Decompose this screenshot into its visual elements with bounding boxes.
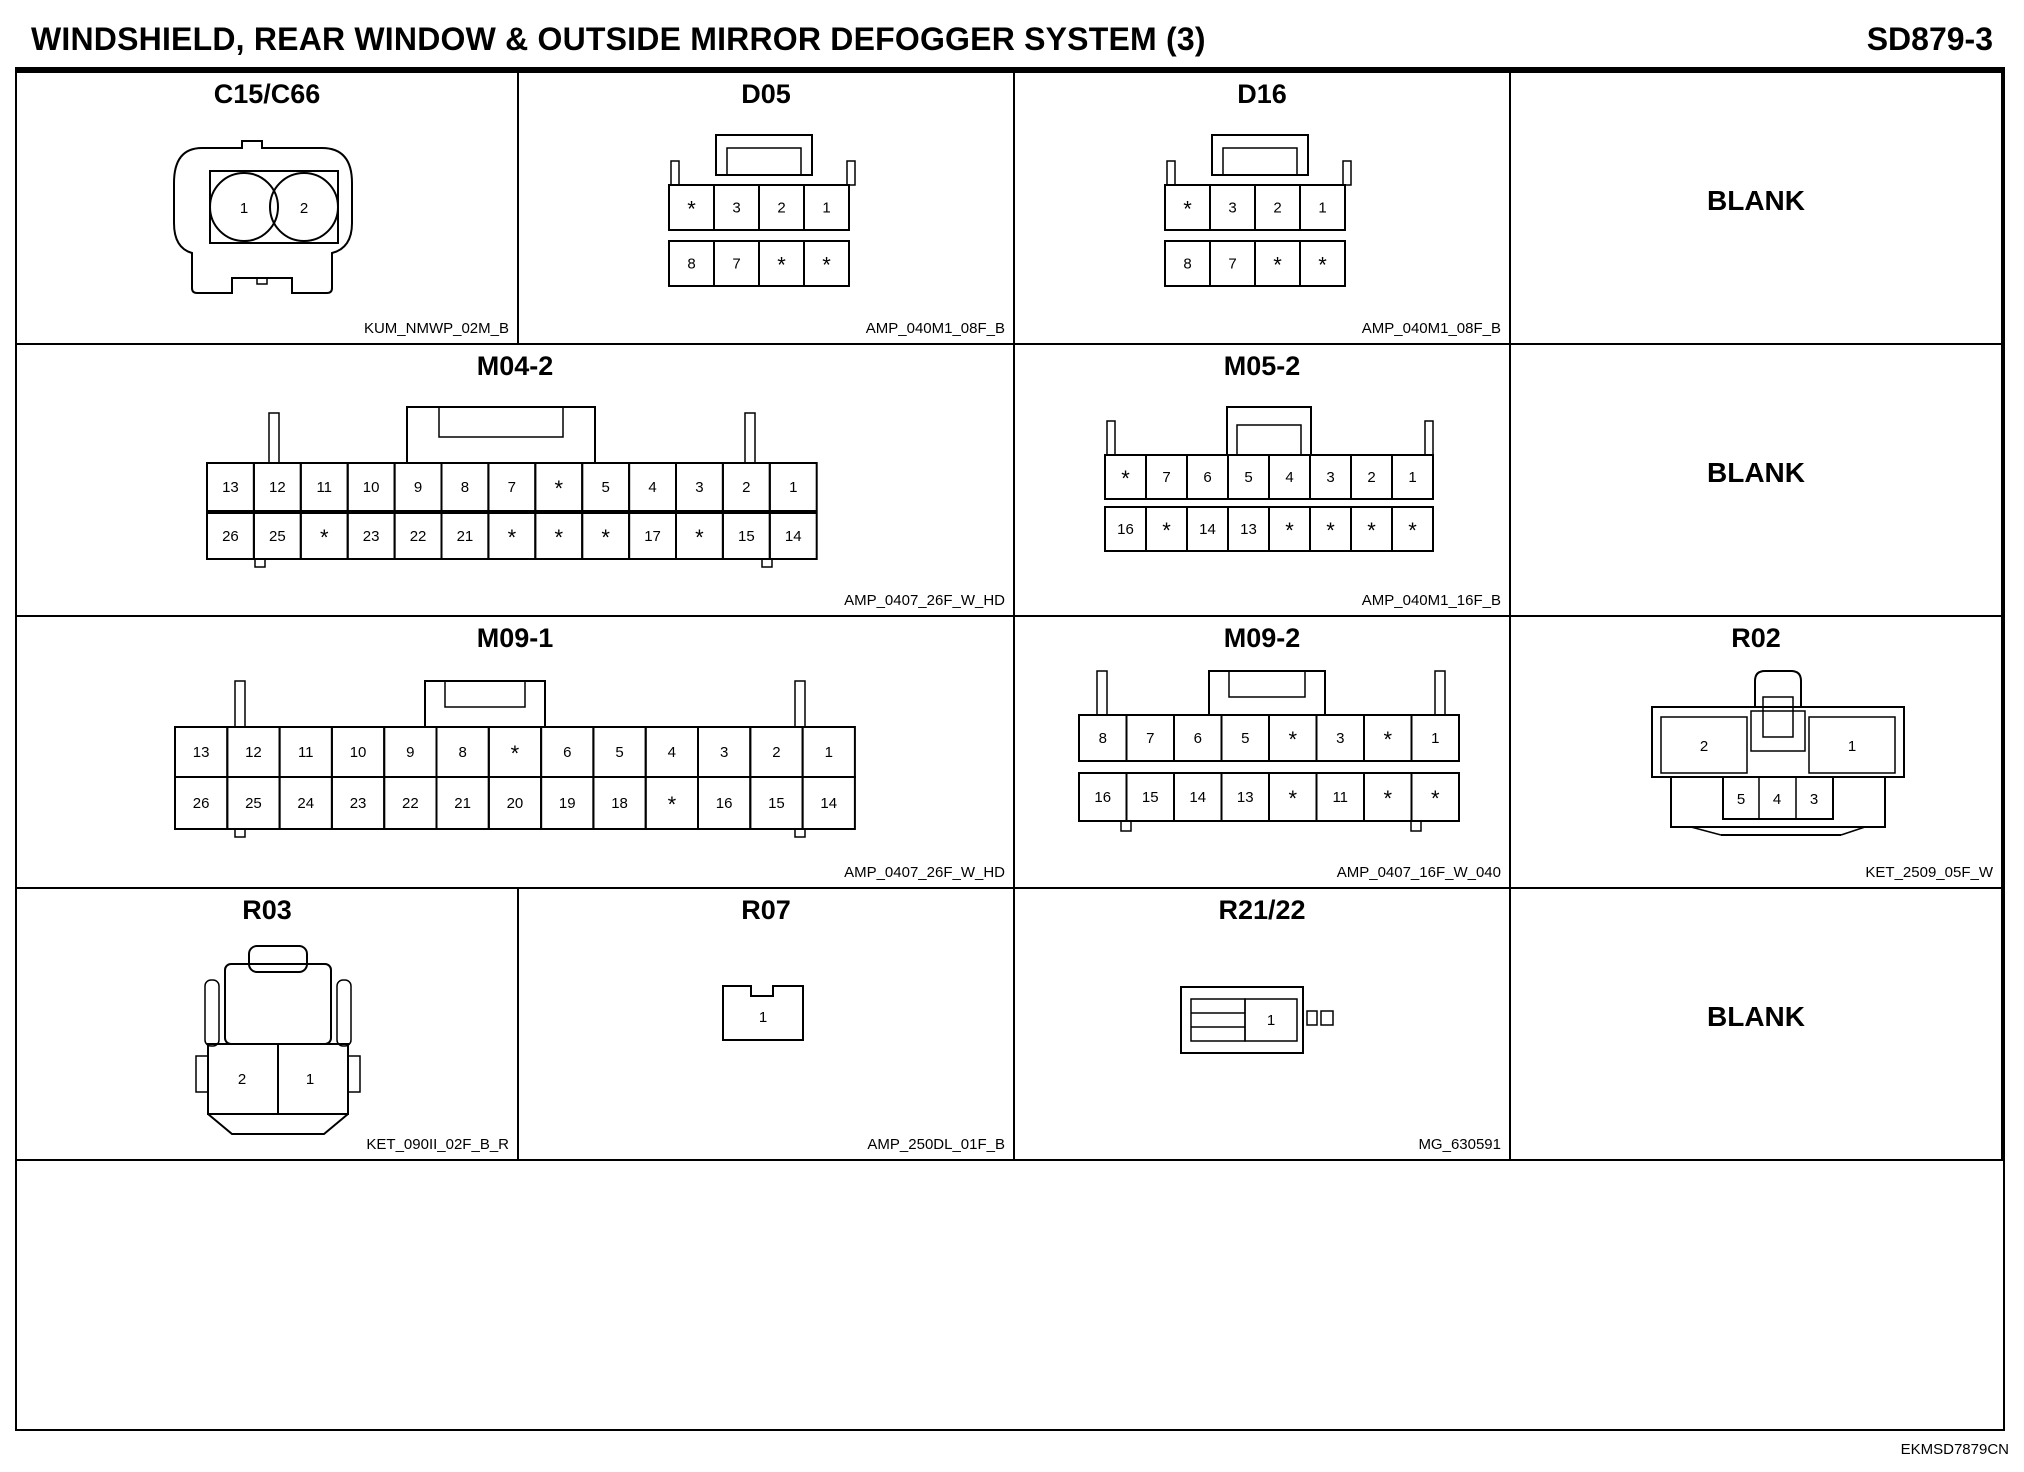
pin-label: * <box>1318 252 1327 278</box>
pin-label: 1 <box>758 1009 768 1026</box>
pin-label: 1 <box>1266 1012 1276 1029</box>
pin-label: * <box>554 525 564 550</box>
page-code: SD879-3 <box>1866 21 1993 57</box>
connector-m04-2-drawing <box>207 395 837 585</box>
part-number: KET_2509_05F_W <box>1865 864 1993 881</box>
pin-label: * <box>1383 727 1393 752</box>
pin-label: 8 <box>460 479 470 496</box>
pin-label: 1 <box>1318 199 1327 217</box>
cell-blank-1 <box>1511 73 2003 345</box>
pin-label: 20 <box>506 795 524 812</box>
pin-label: 10 <box>349 744 367 761</box>
pin-label: 3 <box>732 199 741 217</box>
pin-label: 21 <box>454 795 471 812</box>
pin-label: 16 <box>1117 521 1134 538</box>
connector-d16-drawing <box>1165 133 1355 323</box>
pin-label: 4 <box>667 744 677 761</box>
pin-label: 3 <box>1809 791 1819 808</box>
cell-r03 <box>17 889 519 1161</box>
pin-label: * <box>777 252 786 278</box>
pin-label: * <box>1430 786 1440 811</box>
connector-label: D05 <box>741 79 791 109</box>
pin-label: 15 <box>768 795 785 812</box>
connector-m09-1-drawing <box>175 679 875 869</box>
title-bar <box>15 15 2005 71</box>
pin-label: 11 <box>297 744 314 761</box>
connector-label: R02 <box>1731 623 1781 653</box>
page-title: WINDSHIELD, REAR WINDOW & OUTSIDE MIRROR DEFOGGER SYSTEM (3) <box>31 21 1206 57</box>
connector-label: D16 <box>1237 79 1287 109</box>
pin-label: 7 <box>1162 469 1171 486</box>
pin-label: 7 <box>1146 730 1155 747</box>
connector-label: M04-2 <box>476 351 554 381</box>
pin-label: * <box>1288 786 1298 811</box>
pin-label: 5 <box>615 744 624 761</box>
pin-label: 5 <box>601 479 610 496</box>
pin-label: 21 <box>456 528 474 545</box>
pin-label: 14 <box>820 795 838 812</box>
pin-label: * <box>1326 518 1335 543</box>
pin-label: * <box>687 196 696 222</box>
pin-label: 17 <box>644 528 661 545</box>
pin-label: 2 <box>1367 469 1376 486</box>
connector-label: M05-2 <box>1223 351 1301 381</box>
part-number: AMP_0407_26F_W_HD <box>844 864 1005 881</box>
part-number: AMP_040M1_08F_B <box>1361 320 1501 337</box>
pin-label: 2 <box>1273 199 1282 217</box>
pin-label: 4 <box>1285 469 1294 486</box>
pin-label: 5 <box>1241 730 1250 747</box>
connector-m05-2-drawing <box>1105 405 1445 585</box>
part-number: KET_090II_02F_B_R <box>366 1136 509 1153</box>
pin-label: 13 <box>192 744 210 761</box>
pin-label: 14 <box>1199 521 1216 538</box>
connector-r03-drawing <box>192 944 372 1144</box>
blank-label: BLANK <box>1707 457 1805 488</box>
pin-label: 23 <box>349 795 367 812</box>
pin-label: 14 <box>784 528 802 545</box>
pin-label: 22 <box>409 528 427 545</box>
pin-label: * <box>601 525 610 550</box>
connector-label: R21/22 <box>1218 895 1306 925</box>
cell-c15-c66 <box>17 73 519 345</box>
pin-label: 1 <box>1431 730 1440 747</box>
pin-label: 1 <box>1408 469 1417 486</box>
pin-label: * <box>1273 252 1282 278</box>
pin-label: 4 <box>648 479 657 496</box>
pin-label: 2 <box>772 744 781 761</box>
pin-label: * <box>822 252 831 278</box>
pin-label: * <box>695 525 704 550</box>
part-number: AMP_0407_26F_W_HD <box>844 592 1005 609</box>
pin-label: 9 <box>413 479 423 496</box>
pin-label: 8 <box>458 744 467 761</box>
pin-label: 4 <box>1772 791 1782 808</box>
cell-blank-3 <box>1511 889 2003 1161</box>
cell-d05 <box>519 73 1015 345</box>
pin-label: 3 <box>719 744 729 761</box>
pin-label: 2 <box>237 1071 247 1088</box>
cell-m04-2 <box>17 345 1015 617</box>
connector-d05-drawing <box>669 133 859 323</box>
cell-r21-22 <box>1015 889 1511 1161</box>
part-number: AMP_250DL_01F_B <box>867 1136 1005 1153</box>
connector-m09-2-drawing <box>1079 669 1479 859</box>
pin-label: 22 <box>402 795 419 812</box>
pin-label: 3 <box>695 479 704 496</box>
pin-label: 25 <box>245 795 262 812</box>
blank-label: BLANK <box>1707 185 1805 216</box>
part-number: AMP_040M1_08F_B <box>865 320 1005 337</box>
pin-label: 2 <box>742 479 751 496</box>
pin-label: * <box>1183 196 1192 222</box>
pin-label: * <box>1367 518 1376 543</box>
part-number: KUM_NMWP_02M_B <box>363 320 509 337</box>
pin-label: 18 <box>611 795 628 812</box>
part-number: MG_630591 <box>1418 1136 1501 1153</box>
pin-label: * <box>1121 466 1130 491</box>
pin-label: 5 <box>1244 469 1253 486</box>
pin-label: 7 <box>507 479 517 496</box>
pin-label: 12 <box>269 479 286 496</box>
pin-label: 11 <box>316 479 333 496</box>
pin-label: 1 <box>789 479 798 496</box>
connector-r07-drawing <box>721 984 811 1054</box>
pin-label: 1 <box>239 200 249 217</box>
pin-label: * <box>319 525 329 550</box>
pin-label: 6 <box>563 744 572 761</box>
pin-label: 6 <box>1203 469 1212 486</box>
connector-c15-c66-drawing <box>172 133 372 323</box>
pin-label: 3 <box>1228 199 1237 217</box>
pin-label: * <box>1383 786 1393 811</box>
pin-label: 24 <box>297 795 315 812</box>
connector-label: C15/C66 <box>213 79 321 109</box>
pin-label: 3 <box>1326 469 1335 486</box>
cell-blank-2 <box>1511 345 2003 617</box>
pin-label: * <box>1288 727 1298 752</box>
connector-r02-drawing <box>1651 667 1911 867</box>
pin-label: 5 <box>1736 791 1746 808</box>
pin-label: 9 <box>406 744 415 761</box>
pin-label: 16 <box>1094 789 1112 806</box>
pin-label: 13 <box>1236 789 1254 806</box>
pin-label: 3 <box>1336 730 1345 747</box>
pin-label: 12 <box>245 744 262 761</box>
pin-label: 10 <box>362 479 380 496</box>
pin-label: * <box>507 525 517 550</box>
pin-label: 8 <box>687 255 696 273</box>
connector-label: M09-1 <box>476 623 554 653</box>
pin-label: 2 <box>299 200 309 217</box>
pin-label: 14 <box>1189 789 1207 806</box>
pin-label: 19 <box>558 795 576 812</box>
pin-label: * <box>554 476 564 501</box>
pin-label: * <box>667 792 677 817</box>
pin-label: 2 <box>1699 738 1709 755</box>
part-number: AMP_0407_16F_W_040 <box>1336 864 1501 881</box>
connector-label: R07 <box>741 895 791 925</box>
pin-label: 1 <box>305 1071 315 1088</box>
connector-label: R03 <box>242 895 292 925</box>
pin-label: * <box>1162 518 1171 543</box>
pin-label: * <box>510 741 520 766</box>
pin-label: 13 <box>222 479 239 496</box>
part-number: AMP_040M1_16F_B <box>1361 592 1501 609</box>
pin-label: * <box>1408 518 1417 543</box>
blank-label: BLANK <box>1707 1001 1805 1032</box>
pin-label: 7 <box>732 255 741 273</box>
pin-label: 8 <box>1183 255 1192 273</box>
pin-label: 16 <box>715 795 733 812</box>
cell-m05-2 <box>1015 345 1511 617</box>
pin-label: 15 <box>1141 789 1159 806</box>
pin-label: 23 <box>362 528 380 545</box>
cell-d16 <box>1015 73 1511 345</box>
pin-label: 15 <box>738 528 755 545</box>
pin-label: * <box>1285 518 1294 543</box>
pin-label: 26 <box>192 795 210 812</box>
cell-m09-2 <box>1015 617 1511 889</box>
connector-r21-22-drawing <box>1179 985 1339 1065</box>
pin-label: 13 <box>1240 521 1257 538</box>
pin-label: 26 <box>222 528 239 545</box>
cell-m09-1 <box>17 617 1015 889</box>
pin-label: 11 <box>1332 789 1349 806</box>
pin-label: 6 <box>1193 730 1202 747</box>
pin-label: 8 <box>1098 730 1107 747</box>
connector-grid <box>15 71 2005 1431</box>
cell-r07 <box>519 889 1015 1161</box>
pin-label: 25 <box>269 528 286 545</box>
pin-label: 1 <box>822 199 831 217</box>
pin-label: 1 <box>1847 738 1857 755</box>
connector-label: M09-2 <box>1223 623 1301 653</box>
pin-label: 7 <box>1228 255 1237 273</box>
cell-r02 <box>1511 617 2003 889</box>
footer-code: EKMSD7879CN <box>1900 1441 2009 1458</box>
pin-label: 1 <box>824 744 833 761</box>
pin-label: 2 <box>777 199 786 217</box>
